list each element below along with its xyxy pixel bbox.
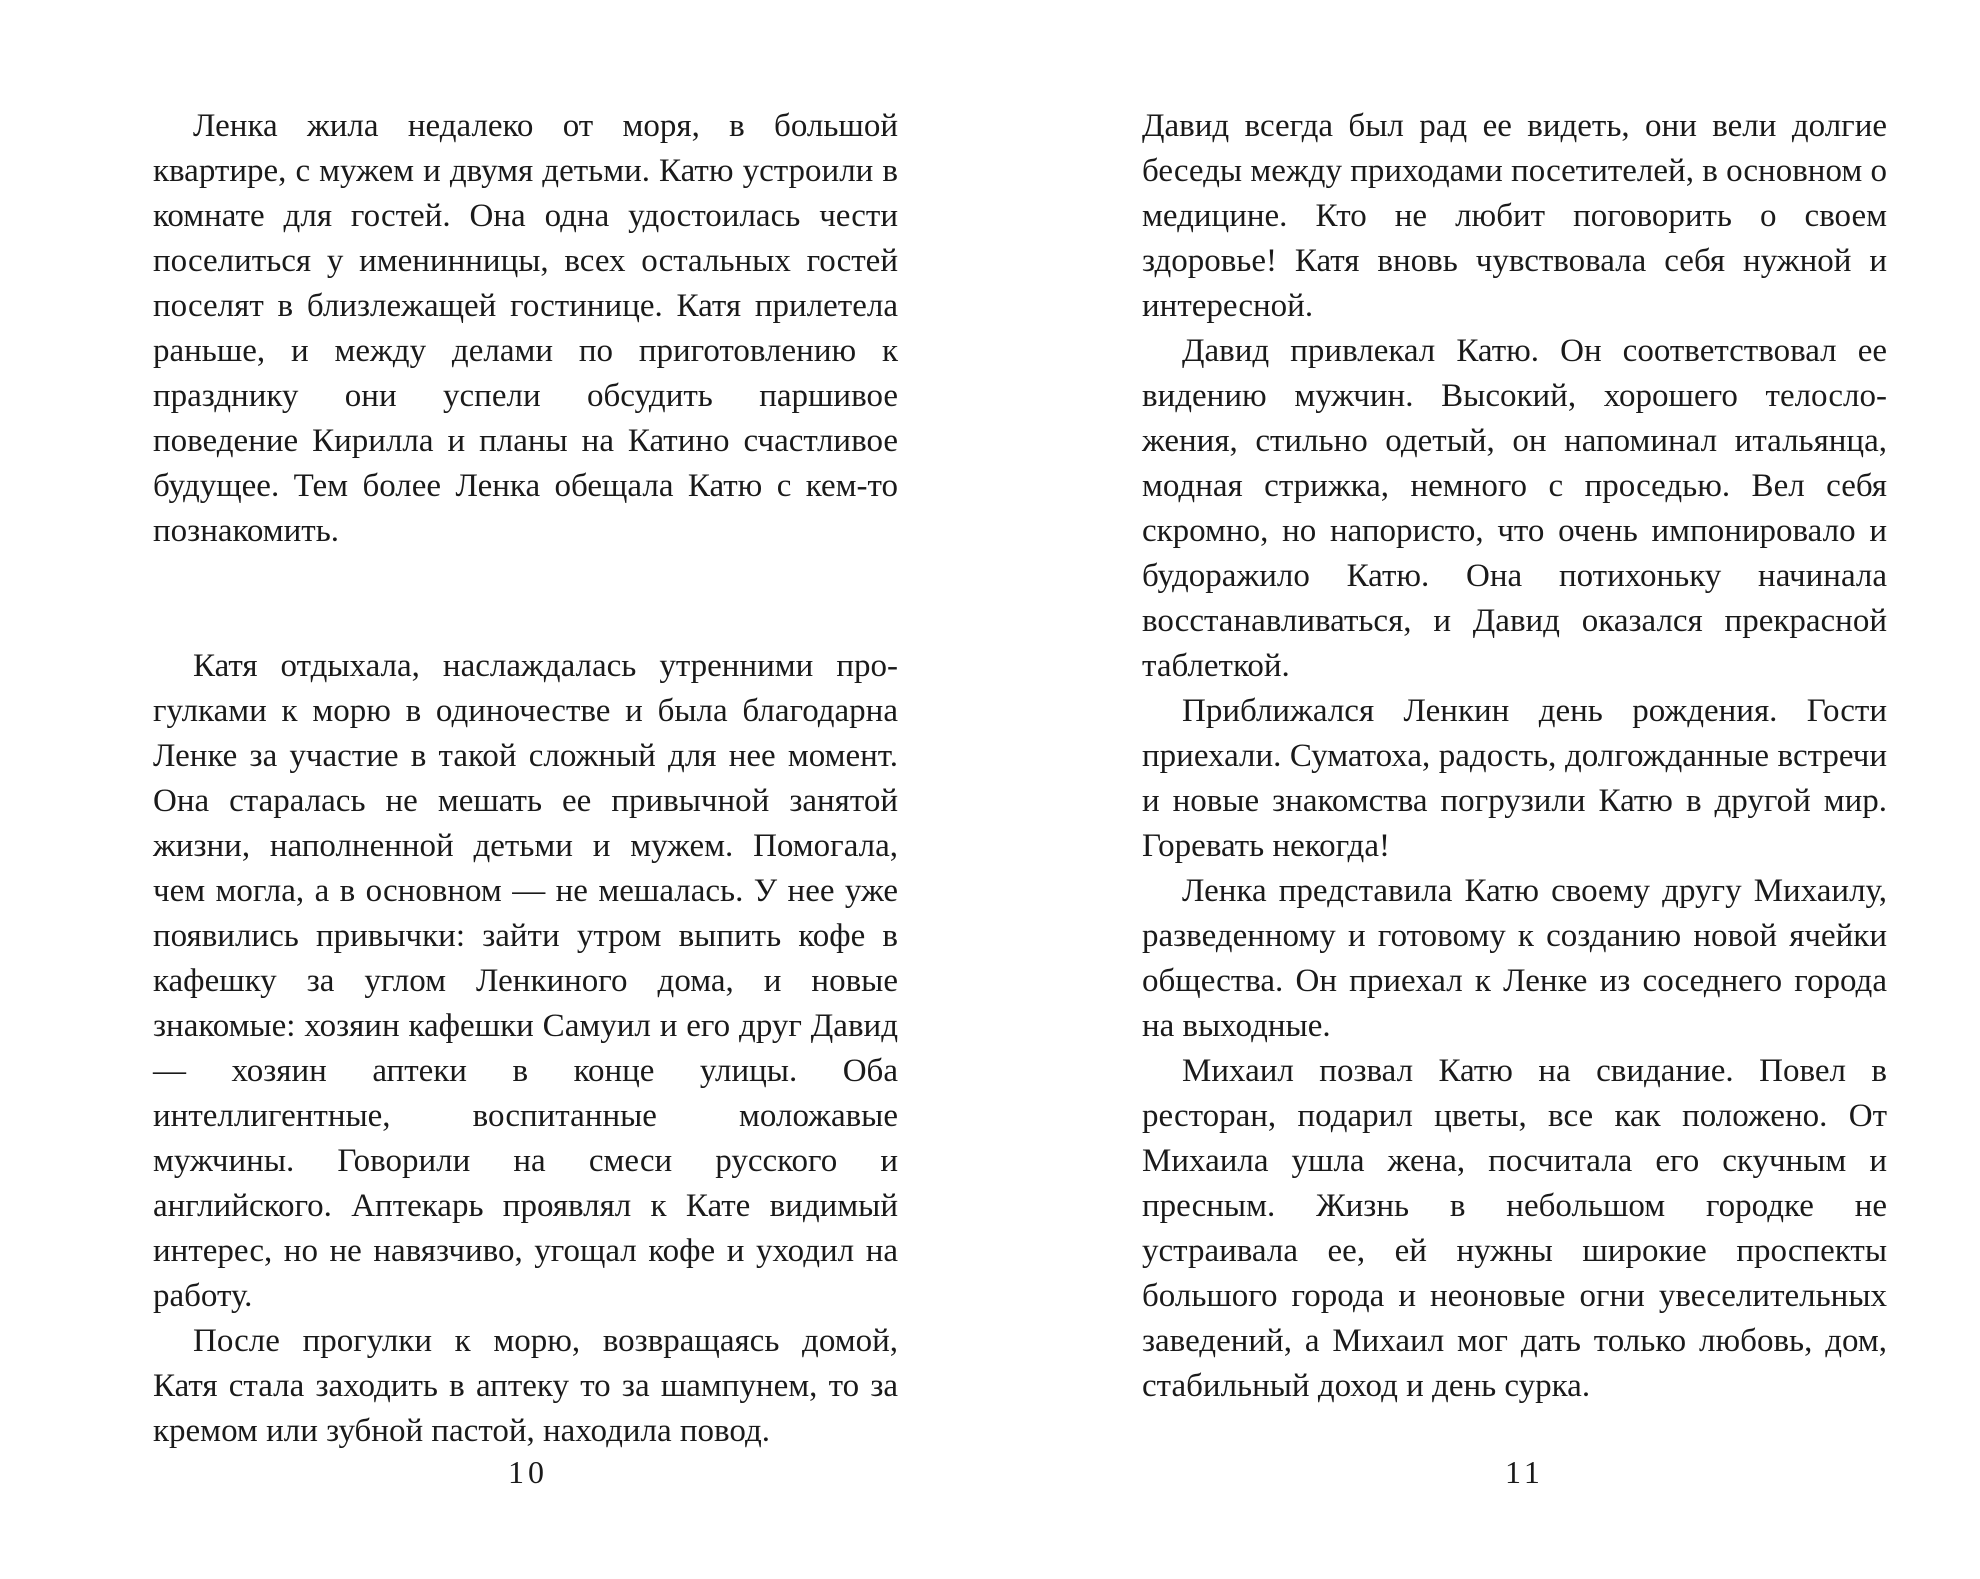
page-number-right: 11 [1505, 1454, 1544, 1490]
section-break [153, 554, 898, 644]
paragraph: Ленка жила недалеко от моря, в большой квартире, с мужем и двумя детьми. Катю устроили в комнате для гостей. Она одна удостоилась чести поселиться у именинницы, всех остальных гостей поселят в близлежащей гостинице. Катя прилетела раньше, и между делами по приготовлению к празднику они успели обсудить паршивое поведение Кирилла и планы на Катино счастливое будущее. Тем более Ленка обещала Катю с кем-то познакомить. [153, 108, 898, 549]
paragraph: Михаил позвал Катю на свидание. Повел в ресторан, подарил цветы, все как положено. От Михаила ушла жена, посчитала его скучным и пресным. Жизнь в небольшом городке не устраивала ее, ей нужны широкие проспекты большого города и неоновые огни увеселительных заведений, а Михаил мог дать только любовь, дом, стабильный доход и день сурка. [1142, 1053, 1887, 1404]
page-number-left: 10 [508, 1454, 548, 1490]
paragraph: Ленка представила Катю своему другу Михаилу, разведенному и готовому к созданию новой ячейки общества. Он приехал к Ленке из соседнего города на выходные. [1142, 873, 1887, 1044]
left-page [153, 104, 898, 1454]
paragraph: Давид всегда был рад ее видеть, они вели долгие беседы между приходами посетителей, в основном о медицине. Кто не любит поговорить о своем здоровье! Катя вновь чувствовала себя нужной и интересной. [1142, 108, 1887, 324]
right-page [1142, 104, 1887, 1409]
paragraph: Катя отдыхала, наслаждалась утренними прогулками к морю в одиночестве и была благодарна Ленке за участие в такой сложный для нее момент. Она старалась не мешать ее привычной занятой жизни, наполненной детьми и мужем. Помогала, чем могла, а в основном — не мешалась. У нее уже появились привычки: зайти утром выпить кофе в кафешку за углом Ленкиного дома, и новые знакомые: хозяин кафешки Самуил и его друг Давид — хозяин аптеки в конце улицы. Оба интеллигентные, воспитанные моложавые мужчины. Говорили на смеси русского и английского. Аптекарь проявлял к Кате видимый интерес, но не навязчиво, угощал кофе и уходил на работу. [153, 648, 898, 1314]
paragraph: Давид привлекал Катю. Он соответствовал ее видению мужчин. Высокий, хорошего телосложения, стильно одетый, он напоминал итальянца, модная стрижка, немного с проседью. Вел себя скромно, но напористо, что очень импонировало и будоражило Катю. Она потихоньку начинала восстанавливаться, и Давид оказался прекрасной таблеткой. [1142, 333, 1887, 684]
paragraph: Приближался Ленкин день рождения. Гости приехали. Суматоха, радость, долгожданные встречи и новые знакомства погрузили Катю в другой мир. Горевать некогда! [1142, 693, 1887, 864]
paragraph: После прогулки к морю, возвращаясь домой, Катя стала заходить в аптеку то за шампунем, то за кремом или зубной пастой, находила повод. [153, 1323, 898, 1449]
